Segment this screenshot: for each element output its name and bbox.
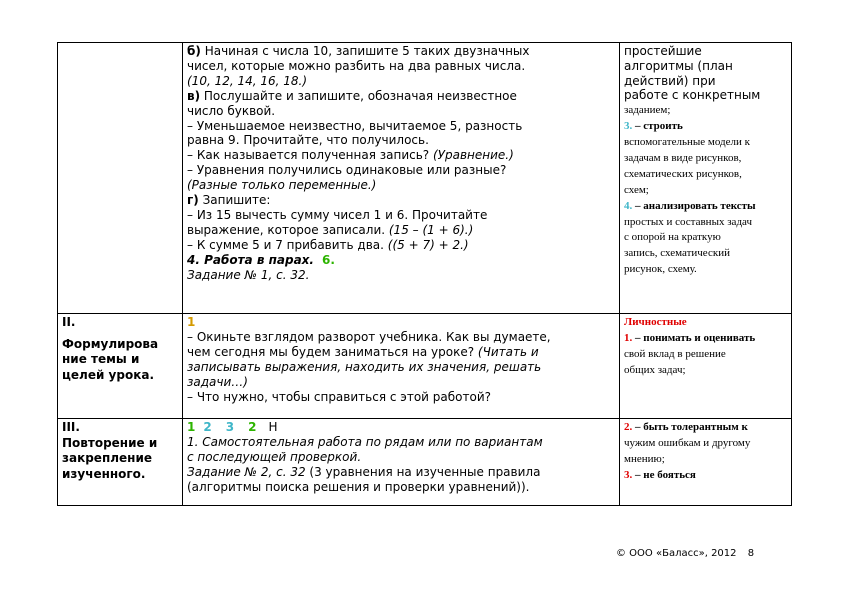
page-footer bbox=[616, 548, 754, 559]
item-letter: г) bbox=[187, 193, 199, 208]
answer-text: задачи…) bbox=[187, 374, 248, 389]
stage-title: Повторение и bbox=[62, 435, 158, 450]
page-number: 8 bbox=[747, 548, 755, 559]
text: мнению; bbox=[624, 452, 665, 465]
uud-cell bbox=[620, 43, 792, 314]
colored-marker: 2. bbox=[624, 421, 633, 433]
text: с опорой на краткую bbox=[624, 231, 721, 244]
text: запись, схематический bbox=[624, 247, 730, 260]
table-row bbox=[58, 314, 792, 419]
colored-marker: 3. bbox=[624, 120, 633, 133]
text: число буквой. bbox=[187, 103, 276, 118]
text: выражение, которое записали. bbox=[187, 222, 389, 237]
text: свой вклад в решение bbox=[624, 347, 726, 360]
task-ref: Задание № 1, с. 32. bbox=[187, 267, 310, 282]
stage-number: II. bbox=[62, 315, 76, 329]
text: вспомогательные модели к bbox=[624, 136, 750, 148]
answer-text: ((5 + 7) + 2.) bbox=[387, 237, 469, 252]
text: Послушайте и запишите, обозначая неизвестное bbox=[200, 88, 517, 103]
text: – не бояться bbox=[632, 468, 696, 481]
stage-title: ние темы и bbox=[62, 352, 140, 367]
text: чужим ошибкам и другому bbox=[624, 436, 751, 449]
copyright-text: © ООО «Баласс», 2012 bbox=[616, 548, 737, 559]
content-cell bbox=[183, 43, 620, 314]
stage-title: закрепление bbox=[62, 451, 152, 466]
text: – Уменьшаемое неизвестно, вычитаемое 5, разность bbox=[187, 118, 523, 133]
text: работе с конкретным bbox=[624, 88, 761, 103]
colored-marker: 2 bbox=[248, 420, 257, 434]
answer-text: (Разные только переменные.) bbox=[187, 178, 377, 193]
uud-cell bbox=[620, 419, 792, 506]
text: схем; bbox=[624, 183, 649, 196]
text: – строить bbox=[632, 120, 683, 133]
answer-text: записывать выражения, находить их значения, решать bbox=[187, 359, 542, 374]
stage-cell bbox=[58, 43, 183, 314]
section-title: 1. Самостоятельная работа по рядам или по вариантам bbox=[187, 434, 543, 449]
text: простейшие bbox=[624, 44, 702, 58]
answer-text: (Читать и bbox=[477, 344, 539, 359]
colored-marker: Н bbox=[268, 420, 278, 434]
text: (алгоритмы поиска решения и проверки уравнений)). bbox=[187, 479, 530, 494]
text: общих задач; bbox=[624, 363, 686, 376]
task-ref: Задание № 2, с. 32 bbox=[187, 464, 306, 479]
text: простых и составных задач bbox=[624, 215, 753, 228]
text: – понимать и оценивать bbox=[632, 331, 756, 344]
stage-cell bbox=[58, 419, 183, 506]
section-title: 4. Работа в парах. bbox=[187, 252, 314, 267]
colored-marker: 3 bbox=[225, 420, 235, 434]
table-row bbox=[58, 419, 792, 506]
text: – быть толерантным к bbox=[632, 421, 748, 433]
text: действий) при bbox=[624, 73, 716, 88]
text: рисунок, схему. bbox=[624, 263, 697, 276]
lesson-table bbox=[57, 42, 792, 506]
table-row bbox=[58, 43, 792, 314]
text: – анализировать тексты bbox=[632, 199, 756, 212]
text: Начиная с числа 10, запишите 5 таких двузначных bbox=[200, 44, 530, 58]
text: – Окиньте взглядом разворот учебника. Как вы думаете, bbox=[187, 329, 551, 344]
text: заданием; bbox=[624, 104, 671, 117]
colored-marker: 1 bbox=[187, 315, 196, 329]
text: Запишите: bbox=[198, 193, 271, 208]
text: с последующей проверкой. bbox=[187, 449, 362, 464]
colored-marker: 1 bbox=[187, 420, 196, 434]
text: – Уравнения получились одинаковые или разные? bbox=[187, 163, 507, 178]
answer-text: (Уравнение.) bbox=[432, 148, 514, 163]
answer-text: (10, 12, 14, 16, 18.) bbox=[187, 73, 308, 88]
stage-title: изученного. bbox=[62, 466, 146, 481]
text: (3 уравнения на изученные правила bbox=[305, 464, 541, 479]
item-letter: в) bbox=[187, 88, 201, 103]
stage-title: целей урока. bbox=[62, 367, 155, 382]
text: чем сегодня мы будем заниматься на уроке? bbox=[187, 344, 478, 359]
colored-marker: 4. bbox=[624, 199, 633, 212]
text: – Как называется полученная запись? bbox=[187, 148, 433, 163]
text: схематических рисунков, bbox=[624, 167, 742, 180]
colored-marker: 3. bbox=[624, 468, 633, 481]
text: алгоритмы (план bbox=[624, 58, 733, 73]
content-cell bbox=[183, 314, 620, 419]
text: равна 9. Прочитайте, что получилось. bbox=[187, 133, 429, 148]
colored-marker: 2 bbox=[203, 420, 212, 434]
uud-cell bbox=[620, 314, 792, 419]
content-cell bbox=[183, 419, 620, 506]
text: – Из 15 вычесть сумму чисел 1 и 6. Прочитайте bbox=[187, 207, 488, 222]
colored-marker: 6. bbox=[321, 252, 335, 267]
section-title: Личностные bbox=[624, 316, 687, 328]
stage-number: III. bbox=[62, 420, 80, 434]
answer-text: (15 – (1 + 6).) bbox=[388, 222, 474, 237]
text: – К сумме 5 и 7 прибавить два. bbox=[187, 237, 388, 252]
text: – Что нужно, чтобы справиться с этой работой? bbox=[187, 389, 492, 404]
stage-cell bbox=[58, 314, 183, 419]
colored-marker: 1. bbox=[624, 331, 633, 344]
text: чисел, которые можно разбить на два равных числа. bbox=[187, 58, 526, 73]
text: задачам в виде рисунков, bbox=[624, 151, 742, 164]
item-letter: б) bbox=[187, 44, 201, 58]
stage-title: Формулирова bbox=[62, 336, 159, 351]
